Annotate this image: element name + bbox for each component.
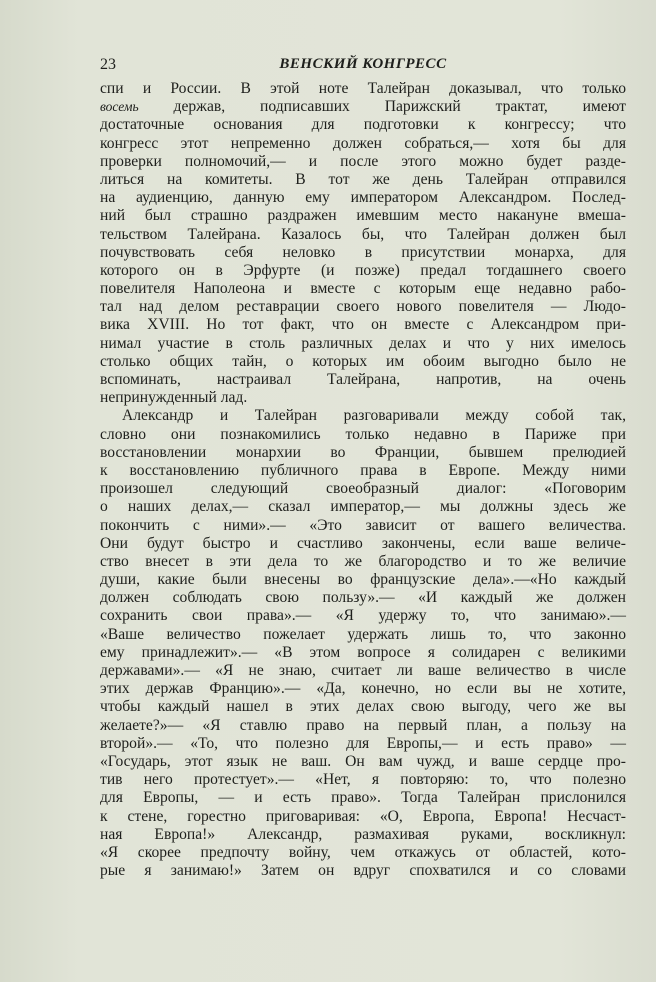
line-text: чтобы каждый нашел в этих делах свою выгоду, чего же вы <box>100 698 626 716</box>
line-text: желаете?»— «Я ставлю право на первый план, а пользу на <box>100 716 626 734</box>
text-line <box>100 298 626 316</box>
line-text: держав, подписавших Парижский трактат, имеют <box>138 98 626 116</box>
line-text: ему принадлежит».— «В этом вопросе я солидарен с великими <box>100 643 626 661</box>
text-line <box>100 753 626 771</box>
text-line <box>100 698 626 716</box>
line-text: Они будут быстро и счастливо закончены, если ваше величе- <box>100 534 626 552</box>
text-line <box>100 153 626 171</box>
line-text: на аудиенцию, данную ему императором Александром. Послед- <box>100 189 626 207</box>
text-line <box>100 644 626 662</box>
text-line <box>100 244 626 262</box>
text-line <box>100 371 626 389</box>
text-line <box>100 607 626 625</box>
line-text: рые я занимаю!» Затем он вдруг спохватился и со словами <box>100 862 626 880</box>
text-line <box>100 735 626 753</box>
text-line <box>100 862 626 880</box>
page-number: 23 <box>100 56 116 73</box>
line-text: спи и России. В этой ноте Талейран доказывал, что только <box>100 80 626 97</box>
text-line <box>100 826 626 844</box>
line-text: столько общих тайн, о которых им обоим выгодно было не <box>100 352 626 370</box>
text-line <box>100 789 626 807</box>
text-line <box>100 262 626 280</box>
line-text: этих держав Францию».— «Да, конечно, но если вы не хотите, <box>100 680 626 698</box>
text-line <box>100 480 626 498</box>
line-text: о наших делах,— сказал император,— мы должны здесь же <box>100 498 626 516</box>
text-line <box>100 444 626 462</box>
line-text: восстановлении монархии во Франции, бывшем прелюдией <box>100 443 626 461</box>
text-line <box>100 717 626 735</box>
line-text: словно они познакомились только недавно в Париже при <box>100 425 626 443</box>
line-text: «Ваше величество пожелает удержать лишь то, что законно <box>100 625 626 643</box>
line-text: достаточные основания для подготовки к конгрессу; что <box>100 116 626 134</box>
text-line <box>100 280 626 298</box>
text-line <box>100 844 626 862</box>
line-text: ная Европа!» Александр, размахивая руками, воскликнул: <box>100 825 626 843</box>
line-text: тельством Талейрана. Казалось бы, что Талейран должен был <box>100 225 626 243</box>
text-line <box>100 662 626 680</box>
text-line <box>100 135 626 153</box>
text-line <box>100 535 626 553</box>
text-line <box>100 589 626 607</box>
line-text: Александр и Талейран разговаривали между собой так, <box>122 407 626 425</box>
text-line <box>100 335 626 353</box>
text-line <box>100 389 626 407</box>
page-header <box>100 56 626 76</box>
text-line <box>100 498 626 516</box>
line-text: нимал участие в столь различных делах и что у них имелось <box>100 334 626 352</box>
text-line <box>100 626 626 644</box>
line-text: тал над делом реставрации своего нового повелителя — Людо- <box>100 298 626 316</box>
line-text: для Европы, — и есть право». Тогда Талейран прислонился <box>100 789 626 807</box>
line-text: ний был страшно раздражен имевшим место накануне вмеша- <box>100 207 626 225</box>
text-line <box>100 116 626 134</box>
text-line <box>100 517 626 535</box>
line-text: конгресс этот непременно должен собраться,— хотя бы для <box>100 134 626 152</box>
body-text <box>100 80 626 880</box>
line-text: сохранить свои права».— «Я удержу то, что занимаю».— <box>100 607 626 625</box>
text-line <box>100 680 626 698</box>
text-line <box>100 553 626 571</box>
line-text: покончить с ними».— «Это зависит от вашего величества. <box>100 516 626 534</box>
line-text: к восстановлению публичного права в Европе. Между ними <box>100 461 626 479</box>
line-text: второй».— «То, что полезно для Европы,— и есть право» — <box>100 734 626 752</box>
line-text: к стене, горестно приговаривая: «О, Европа, Европа! Несчаст- <box>100 807 626 825</box>
text-line <box>100 353 626 371</box>
text-line <box>100 571 626 589</box>
line-text: вспоминать, настраивал Талейрана, напротив, на очень <box>100 371 626 388</box>
text-line <box>100 426 626 444</box>
line-text: должен соблюдать свою пользу».— «И каждый же должен <box>100 589 626 607</box>
line-text: повелителя Наполеона и вместе с которым еще недавно рабо- <box>100 280 626 298</box>
text-line <box>100 462 626 480</box>
text-line <box>100 189 626 207</box>
line-text: души, какие были внесены во французские дела».—«Но каждый <box>100 571 626 589</box>
text-line <box>100 207 626 225</box>
text-line <box>100 226 626 244</box>
line-text: ство внесет в эти дела то же благородство и то же величие <box>100 552 626 570</box>
text-line <box>100 771 626 789</box>
text-line <box>100 808 626 826</box>
line-text: почувствовать себя неловко в присутствии монарха, для <box>100 243 626 261</box>
line-text: которого он в Эрфурте (и позже) предал тогдашнего своего <box>100 261 626 279</box>
italic-emphasis: восемь <box>100 99 139 115</box>
line-text: «Я скорее предпочту войну, чем откажусь от областей, кото- <box>100 843 626 861</box>
text-line <box>100 171 626 189</box>
running-title: ВЕНСКИЙ КОНГРЕСС <box>279 56 447 72</box>
text-line <box>100 80 626 98</box>
text-line <box>100 407 626 425</box>
line-text: тив него протестует».— «Нет, я повторяю: то, что полезно <box>100 771 626 789</box>
line-text: державами».— «Я не знаю, считает ли ваше величество в числе <box>100 662 626 679</box>
line-text: непринужденный лад. <box>100 389 248 407</box>
line-text: произошел следующий своеобразный диалог: «Поговорим <box>100 480 626 498</box>
text-line <box>100 316 626 334</box>
line-text: «Государь, этот язык не ваш. Он вам чужд, и ваше сердце про- <box>100 752 626 770</box>
text-line <box>100 98 626 116</box>
line-text: проверки полномочий,— и после этого можно будет разде- <box>100 152 626 170</box>
line-text: вика XVIII. Но тот факт, что он вместе с Александром при- <box>100 316 626 334</box>
line-text: литься на комитеты. В тот же день Талейран отправился <box>100 170 626 188</box>
